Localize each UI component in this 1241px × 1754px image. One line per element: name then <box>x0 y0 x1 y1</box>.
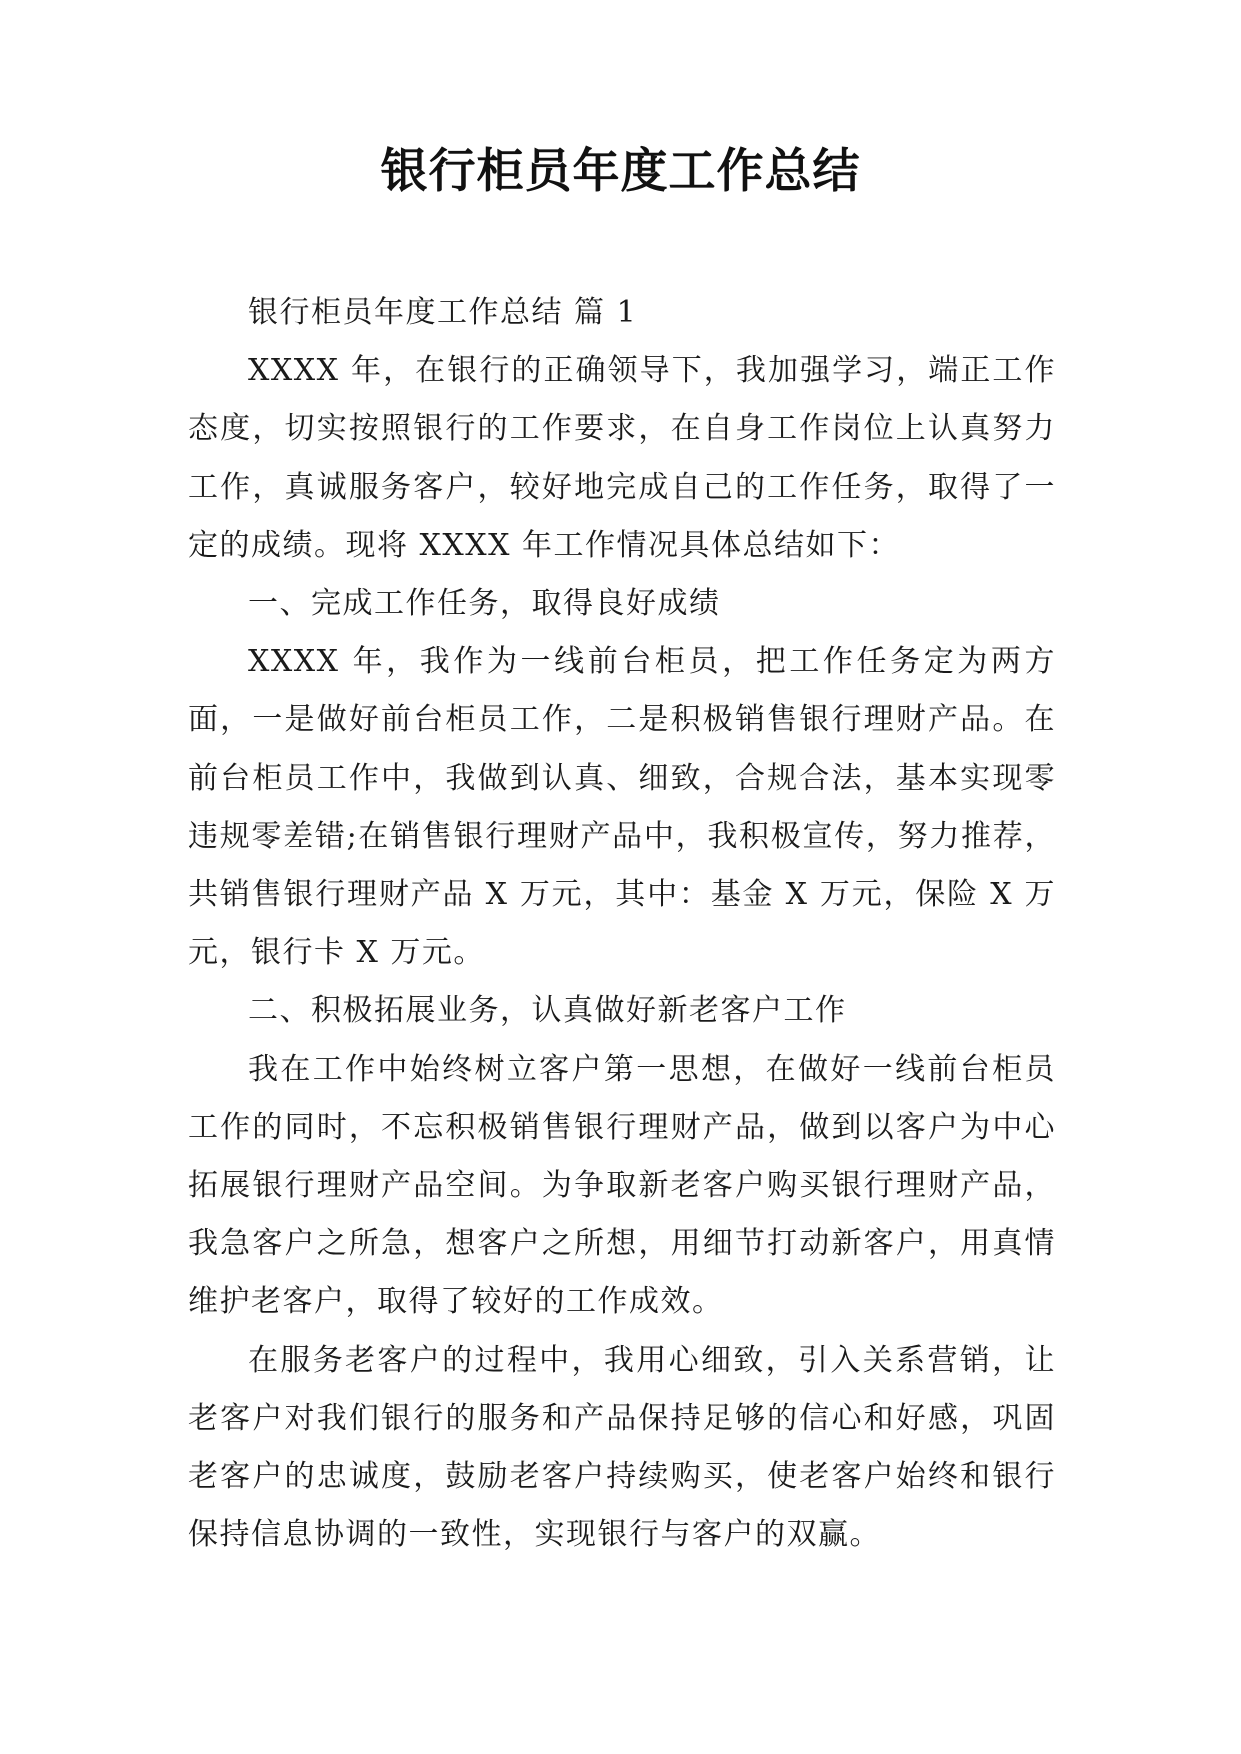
section-heading: 二、积极拓展业务，认真做好新老客户工作 <box>248 993 847 1029</box>
section-heading: 银行柜员年度工作总结 篇 1 <box>248 295 638 330</box>
body-paragraph: 在服务老客户的过程中，我用心细致，引入关系营销，让老客户对我们银行的服务和产品保持足够的信心和好感，巩固老客户的忠诚度，鼓励老客户持续购买，使老客户始终和银行保持信息协调的一致性，实现银行与客户的双赢。 <box>188 1342 1056 1553</box>
document-body <box>188 284 1056 1564</box>
body-paragraph: XXXX 年，我作为一线前台柜员，把工作任务定为两方面，一是做好前台柜员工作，二是积极销售银行理财产品。在前台柜员工作中，我做到认真、细致，合规合法，基本实现零违规零差错;在销售银行理财产品中，我积极宣传，努力推荐，共销售银行理财产品 X 万元，其中：基金 X 万元，保险 X 万元，银行卡 X 万元。 <box>188 644 1056 971</box>
body-paragraph: 我在工作中始终树立客户第一思想，在做好一线前台柜员工作的同时，不忘积极销售银行理财产品，做到以客户为中心拓展银行理财产品空间。为争取新老客户购买银行理财产品，我急客户之所急，想客户之所想，用细节打动新客户，用真情维护老客户，取得了较好的工作成效。 <box>188 1051 1056 1320</box>
document-title: 银行柜员年度工作总结 <box>380 144 861 199</box>
body-paragraph: XXXX 年，在银行的正确领导下，我加强学习，端正工作态度，切实按照银行的工作要求，在自身工作岗位上认真努力工作，真诚服务客户，较好地完成自己的工作任务，取得了一定的成绩。现将 XXXX 年工作情况具体总结如下： <box>188 353 1056 563</box>
section-heading: 一、完成工作任务，取得良好成绩 <box>248 586 721 622</box>
